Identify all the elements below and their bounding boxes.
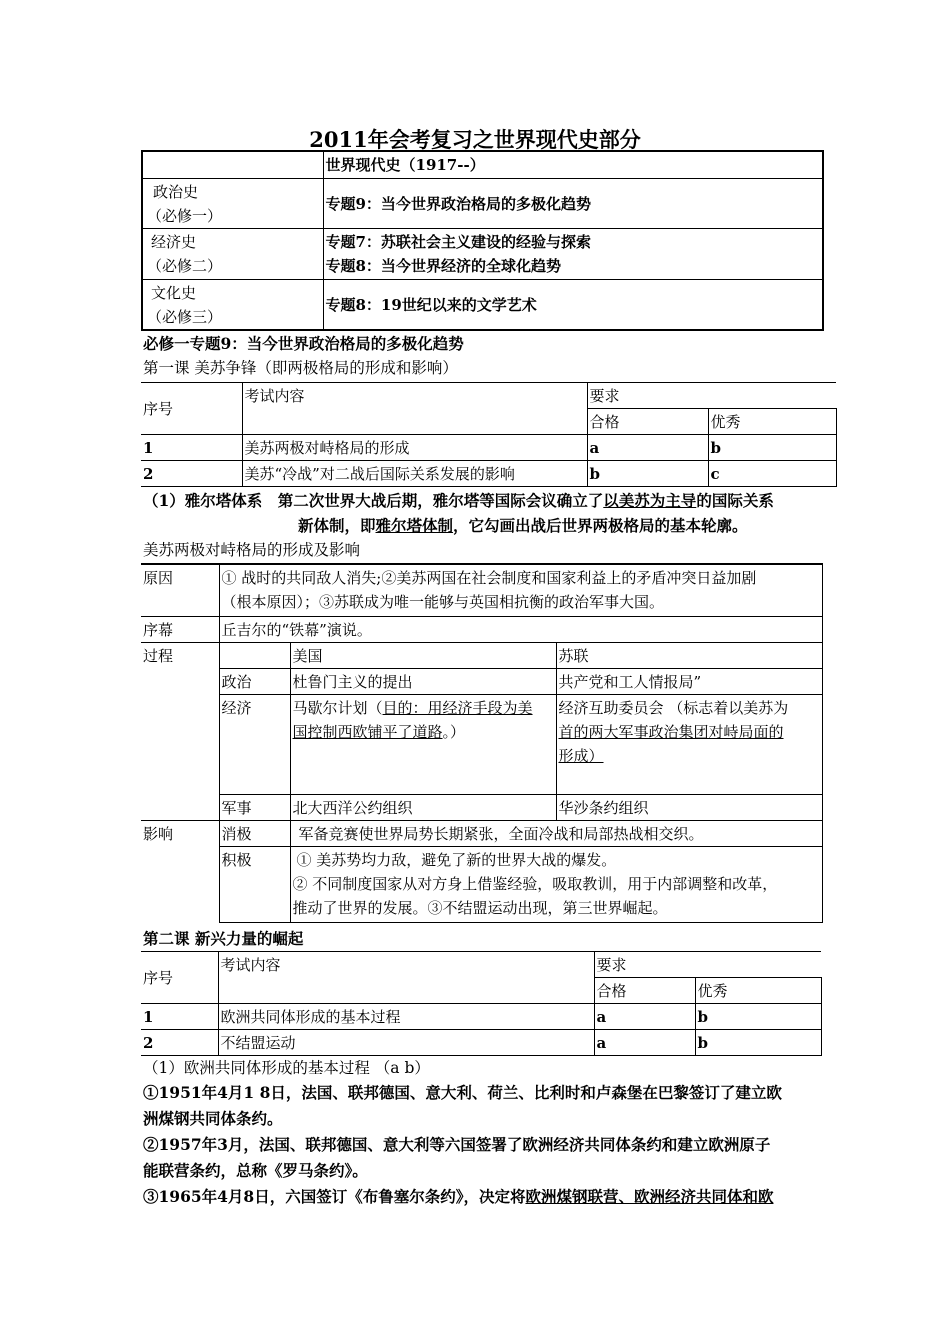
economy-ussr bbox=[556, 694, 822, 794]
politics-label: 政治 bbox=[219, 668, 290, 694]
section-heading: 必修一专题9：当今世界政治格局的多极化趋势 bbox=[143, 334, 464, 353]
yalta-text: （1）雅尔塔体系 第二次世界大战后期，雅尔塔等国际会议确立了 bbox=[143, 491, 604, 510]
negative-label: 消极 bbox=[219, 820, 290, 846]
prelude-label: 序幕 bbox=[141, 616, 219, 642]
col-excellent-header: 优秀 bbox=[695, 978, 821, 1004]
cause-line: （根本原因）；③苏联成为唯一能够与英国相抗衡的政治军事大国。 bbox=[221, 593, 665, 611]
process-label: 过程 bbox=[141, 642, 219, 820]
cause-line: ① 战时的共同敌人消失;②美苏两国在社会制度和国家利益上的矛盾冲突日益加剧 bbox=[221, 569, 757, 587]
economy-us-underline: 目的：用经济手段为美 bbox=[382, 698, 533, 717]
bipolar-heading: 美苏两极对峙格局的形成及影响 bbox=[143, 541, 361, 559]
yalta-text: 新体制，即 bbox=[298, 516, 376, 535]
table-row bbox=[141, 1004, 821, 1030]
politics-us: 杜鲁门主义的提出 bbox=[290, 668, 556, 694]
overview-label-line: （必修一） bbox=[147, 206, 223, 225]
economy-label: 经济 bbox=[219, 694, 290, 794]
yalta-underline: 雅尔塔体制 bbox=[375, 516, 454, 535]
yalta-text: ，它勾画出战后世界两极格局的基本轮廓。 bbox=[453, 516, 748, 535]
economy-ussr-line: 经济互助委员会 （标志着以美苏为 bbox=[558, 698, 789, 717]
row-pass: a bbox=[594, 1004, 695, 1030]
positive-line: 推动了世界的发展。③不结盟运动出现，第三世界崛起。 bbox=[292, 898, 668, 917]
overview-content-line: 专题7：苏联社会主义建设的经验与探索 bbox=[325, 232, 591, 251]
table-row bbox=[141, 435, 836, 461]
yalta-text: 的国际关系 bbox=[696, 491, 774, 510]
ec-line: 能联营条约，总称《罗马条约》。 bbox=[143, 1161, 368, 1180]
overview-content-line: 专题9：当今世界政治格局的多极化趋势 bbox=[325, 194, 591, 213]
overview-label-culture bbox=[142, 279, 323, 330]
yalta-underline: 以美苏为主导 bbox=[603, 491, 697, 510]
col-req-header: 要求 bbox=[587, 383, 836, 409]
row-excellent: b bbox=[695, 1004, 821, 1030]
table-row bbox=[141, 1030, 821, 1056]
ec-line: ①1951年4月1 8日，法国、联邦德国、意大利、荷兰、比利时和卢森堡在巴黎签订了建立欧 bbox=[143, 1083, 782, 1102]
page-title: 2011年会考复习之世界现代史部分 bbox=[309, 127, 641, 152]
col-no-header: 序号 bbox=[141, 952, 218, 1004]
cause-label: 原因 bbox=[141, 564, 219, 616]
yalta-line-2 bbox=[298, 513, 748, 538]
lesson1-heading: 第一课 美苏争锋（即两极格局的形成和影响） bbox=[143, 359, 458, 377]
lesson2-heading: 第二课 新兴力量的崛起 bbox=[143, 929, 304, 948]
col-pass-header: 合格 bbox=[587, 409, 708, 435]
row-content: 美苏“冷战”对二战后国际关系发展的影响 bbox=[242, 461, 587, 487]
overview-label-line: 政治史 bbox=[153, 182, 199, 201]
overview-content-line: 专题8：19世纪以来的文学艺术 bbox=[325, 295, 537, 314]
economy-ussr-line: 形成） bbox=[558, 746, 604, 765]
col-excellent-header: 优秀 bbox=[708, 409, 836, 435]
economy-ussr-line: 首的两大军事政治集团对峙局面的 bbox=[558, 722, 784, 741]
row-content: 不结盟运动 bbox=[218, 1030, 594, 1056]
row-pass: b bbox=[587, 461, 708, 487]
ec-paragraph-3 bbox=[143, 1184, 773, 1210]
ec-underline: 欧洲煤钢联营、欧洲经济共同体和欧 bbox=[525, 1187, 774, 1206]
overview-label-line: 经济史 bbox=[151, 232, 197, 251]
overview-table bbox=[141, 150, 824, 331]
economy-us-line bbox=[293, 720, 554, 744]
row-excellent: b bbox=[695, 1030, 821, 1056]
col-content-header: 考试内容 bbox=[242, 383, 587, 435]
row-content: 美苏两极对峙格局的形成 bbox=[242, 435, 587, 461]
ec-text: ③1965年4月8日，六国签订《布鲁塞尔条约》，决定将 bbox=[143, 1187, 526, 1206]
ec-heading: （1）欧洲共同体形成的基本过程 （a b） bbox=[143, 1059, 430, 1077]
overview-content-politics bbox=[323, 178, 823, 228]
row-content: 欧洲共同体形成的基本过程 bbox=[218, 1004, 594, 1030]
economy-us bbox=[290, 694, 556, 794]
politics-ussr: 共产党和工人情报局” bbox=[556, 668, 822, 694]
positive-line: ① 美苏势均力敌，避免了新的世界大战的爆发。 bbox=[296, 850, 617, 869]
ussr-header: 苏联 bbox=[556, 642, 822, 668]
overview-content-culture bbox=[323, 279, 823, 330]
row-no: 2 bbox=[141, 461, 242, 487]
ec-line: ②1957年3月，法国、联邦德国、意大利等六国签署了欧洲经济共同体条约和建立欧洲原子 bbox=[143, 1135, 771, 1154]
col-content-header: 考试内容 bbox=[218, 952, 594, 1004]
impact-label: 影响 bbox=[141, 820, 219, 922]
prelude-content: 丘吉尔的“铁幕”演说。 bbox=[219, 616, 822, 642]
economy-us-underline: 国控制西欧铺平了道路 bbox=[292, 722, 443, 741]
row-no: 1 bbox=[141, 1004, 218, 1030]
us-header: 美国 bbox=[290, 642, 556, 668]
positive-line: ② 不同制度国家从对方身上借鉴经验，吸取教训，用于内部调整和改革， bbox=[292, 874, 778, 893]
yalta-line-1 bbox=[143, 488, 774, 513]
economy-us-text: 马歇尔计划（ bbox=[292, 698, 383, 717]
positive-label: 积极 bbox=[219, 846, 290, 922]
overview-content-economy bbox=[323, 228, 823, 279]
cause-content bbox=[219, 564, 822, 616]
col-no-header: 序号 bbox=[141, 383, 242, 435]
row-pass: a bbox=[587, 435, 708, 461]
row-excellent: b bbox=[708, 435, 836, 461]
overview-label-line: 文化史 bbox=[151, 283, 197, 302]
row-no: 1 bbox=[141, 435, 242, 461]
overview-label-line: （必修二） bbox=[147, 256, 223, 275]
negative-content: 军备竞赛使世界局势长期紧张，全面冷战和局部热战相交织。 bbox=[290, 820, 822, 846]
table-row bbox=[141, 461, 836, 487]
col-pass-header: 合格 bbox=[594, 978, 695, 1004]
military-us: 北大西洋公约组织 bbox=[290, 794, 556, 820]
ec-paragraph-1 bbox=[143, 1080, 782, 1132]
military-ussr: 华沙条约组织 bbox=[556, 794, 822, 820]
row-pass: a bbox=[594, 1030, 695, 1056]
military-label: 军事 bbox=[219, 794, 290, 820]
ec-paragraph-2 bbox=[143, 1132, 770, 1184]
economy-us-line bbox=[293, 696, 554, 720]
overview-content-line: 专题8：当今世界经济的全球化趋势 bbox=[325, 256, 561, 275]
lesson2-requirements-table bbox=[141, 951, 822, 1056]
overview-label-politics bbox=[142, 178, 323, 228]
overview-label-economy bbox=[142, 228, 323, 279]
col-req-header: 要求 bbox=[594, 952, 821, 978]
bipolar-table bbox=[141, 563, 823, 923]
economy-us-text: 。） bbox=[442, 722, 466, 741]
overview-header: 世界现代史（1917--） bbox=[323, 151, 823, 178]
process-blank bbox=[219, 642, 290, 668]
row-excellent: c bbox=[708, 461, 836, 487]
positive-content bbox=[290, 846, 822, 922]
ec-line: 洲煤钢共同体条约。 bbox=[143, 1109, 283, 1128]
overview-blank-cell bbox=[142, 151, 323, 178]
row-no: 2 bbox=[141, 1030, 218, 1056]
overview-label-line: （必修三） bbox=[147, 307, 223, 326]
lesson1-requirements-table bbox=[141, 382, 837, 487]
